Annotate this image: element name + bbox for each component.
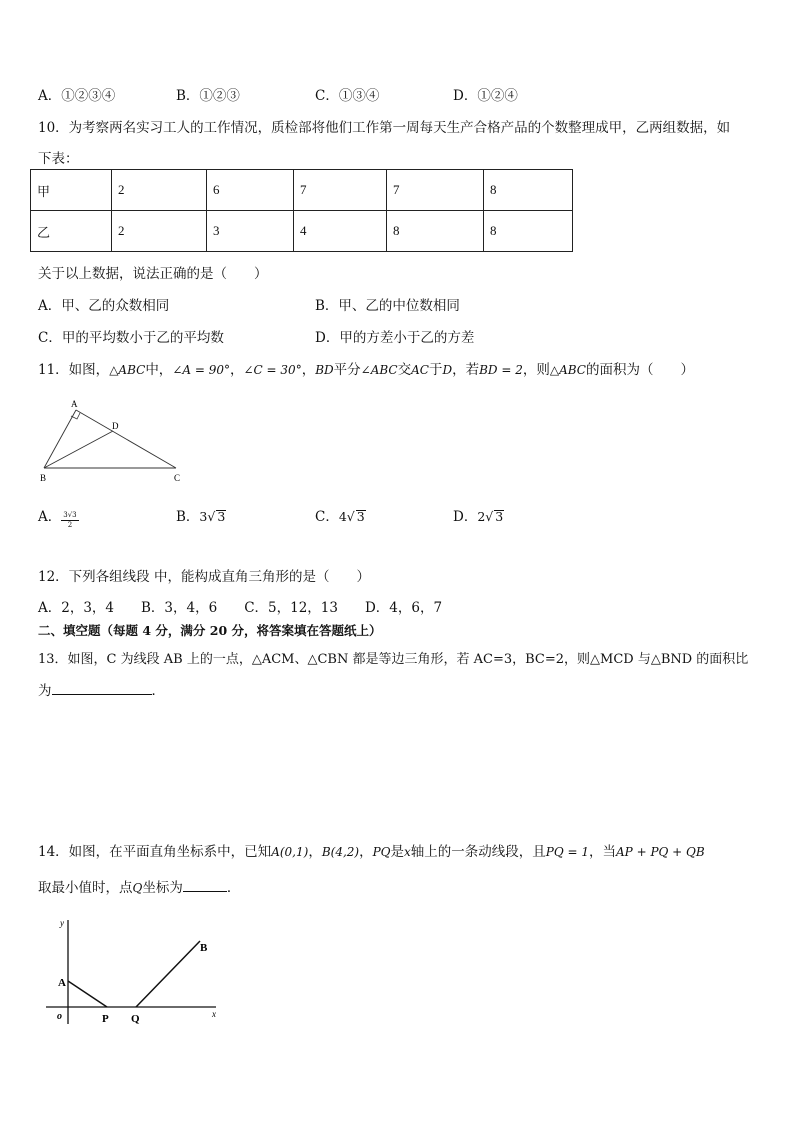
q10-option-b: B．甲、乙的中位数相同 [315,298,460,314]
radical-sign: √ [485,509,494,524]
q14-pq-equals: PQ = 1 [545,845,590,859]
q11-stem [38,358,694,378]
table-cell: 甲 [31,170,112,211]
q11-angle-abc: ∠ABC [360,363,398,377]
q13-text: 为 [38,683,52,699]
table-cell: 2 [112,211,207,252]
table-cell: 乙 [31,211,112,252]
fig-label-b: B [40,473,47,483]
q11-d: D [442,363,453,377]
q14-text: ， [308,844,322,860]
option-label: B． [176,509,200,525]
coefficient: 2 [477,509,486,524]
q14-stem-line2 [38,876,240,896]
q11-text: ， [301,362,316,378]
q11-triangle-figure [36,396,196,488]
q13-text: ． [151,683,165,699]
fig-label-x: x [212,1009,216,1019]
option-label: C． [315,509,339,525]
fig-label-o: o [57,1011,62,1022]
coefficient: 3 [199,509,208,524]
fraction-numerator: 3√3 [63,511,77,519]
q12-stem: 12．下列各组线段 中，能构成直角三角形的是（ ） [38,569,370,585]
q14-text: ， [359,844,373,860]
table-cell: 8 [387,211,484,252]
fig-label-b: B [200,942,208,954]
answer-blank[interactable] [52,694,152,695]
q11-text: 平分 [333,362,361,378]
fig-label-c: C [174,473,181,483]
q11-option-a [38,505,79,530]
table-cell: 7 [387,170,484,211]
q10-option-a: A．甲、乙的众数相同 [38,298,170,314]
q14-point-a: A(0,1) [271,845,309,859]
fig-label-a: A [58,977,66,989]
q14-stem-line1 [38,840,705,860]
answer-blank[interactable] [183,891,227,892]
q11-option-d [453,505,504,525]
radical-sign: √ [346,509,355,524]
radicand: 3 [217,509,226,524]
option-label: D． [453,509,478,525]
fig-label-q: Q [131,1013,140,1025]
q10-stem-line1: 10．为考察两名实习工人的工作情况，质检部将他们工作第一周每天生产合格产品的个数整理成甲，乙两组数据，如 [38,120,731,136]
section-heading: 二、填空题（每题 4 分，满分 20 分，将答案填在答题纸上） [38,623,382,638]
q11-bd-equals: BD = 2 [479,363,523,377]
table-cell: 2 [112,170,207,211]
q11-angle-a: ∠A = 90° [172,363,230,377]
table-cell: 7 [294,170,387,211]
q9-option-d: D．①②④ [453,88,518,104]
q12-options: A．2，3，4 B．3，4，6 C．5，12，13 D．4，6，7 [38,600,443,616]
fig-label-d: D [112,421,119,431]
q14-text: ． [226,880,241,896]
q11-triangle: △ABC [109,363,146,377]
table-cell: 8 [484,211,573,252]
fraction-denominator: 2 [67,521,73,529]
q14-pq: PQ [372,845,391,859]
q11-text: ，则 [522,362,550,378]
q11-text: ， [230,362,244,378]
fig-label-p: P [102,1013,109,1025]
q11-text: 中， [145,362,173,378]
q14-text: 坐标为 [142,880,183,896]
q11-text: 于 [428,362,443,378]
table-cell: 6 [207,170,294,211]
q14-q: Q [132,881,143,895]
q10-data-table [30,169,573,252]
q10-option-c: C．甲的平均数小于乙的平均数 [38,330,224,346]
q13-stem-line2 [38,679,165,699]
q10-stem-line2: 下表： [38,151,79,167]
fig-label-a: A [71,399,78,409]
q14-text: 取最小值时，点 [38,880,133,896]
table-row [31,211,573,252]
q11-bd: BD [315,363,334,377]
q11-angle-c: ∠C = 30° [243,363,302,377]
q13-stem-line1: 13．如图，C 为线段 AB 上的一点，△ACM、△CBN 都是等边三角形，若 AC=3，BC=2，则△MCD 与△BND 的面积比 [38,652,749,667]
q11-ac: AC [411,363,429,377]
q11-text: ，若 [452,362,480,378]
radical-sign: √ [207,509,216,524]
radicand: 3 [356,509,365,524]
q14-x: x [404,845,411,859]
q11-triangle: △ABC [549,363,586,377]
q14-expression: AP + PQ + QB [616,845,705,859]
table-cell: 4 [294,211,387,252]
fig-label-y: y [60,918,64,928]
table-row [31,170,573,211]
option-label: A． [38,509,62,525]
q9-option-a: A．①②③④ [38,88,116,104]
q14-point-b: B(4,2) [321,845,360,859]
q10-question: 关于以上数据，说法正确的是（ ） [38,266,268,282]
q9-option-c: C．①③④ [315,88,380,104]
fraction [61,511,78,530]
radicand: 3 [495,509,504,524]
q14-coordinate-figure [40,912,230,1030]
q9-option-b: B．①②③ [176,88,240,104]
q11-text: 的面积为（ ） [585,362,694,378]
q11-option-c [315,505,366,525]
q11-option-b [176,505,226,525]
q14-text: ，当 [589,844,617,860]
q11-text: 交 [397,362,412,378]
q14-text: 是 [390,844,404,860]
coefficient: 4 [338,509,347,524]
q10-option-d: D．甲的方差小于乙的方差 [315,330,475,346]
q11-text: 11．如图， [38,362,110,378]
q14-text: 14．如图，在平面直角坐标系中，已知 [38,844,272,860]
q14-text: 轴上的一条动线段，且 [410,844,546,860]
table-cell: 3 [207,211,294,252]
table-cell: 8 [484,170,573,211]
